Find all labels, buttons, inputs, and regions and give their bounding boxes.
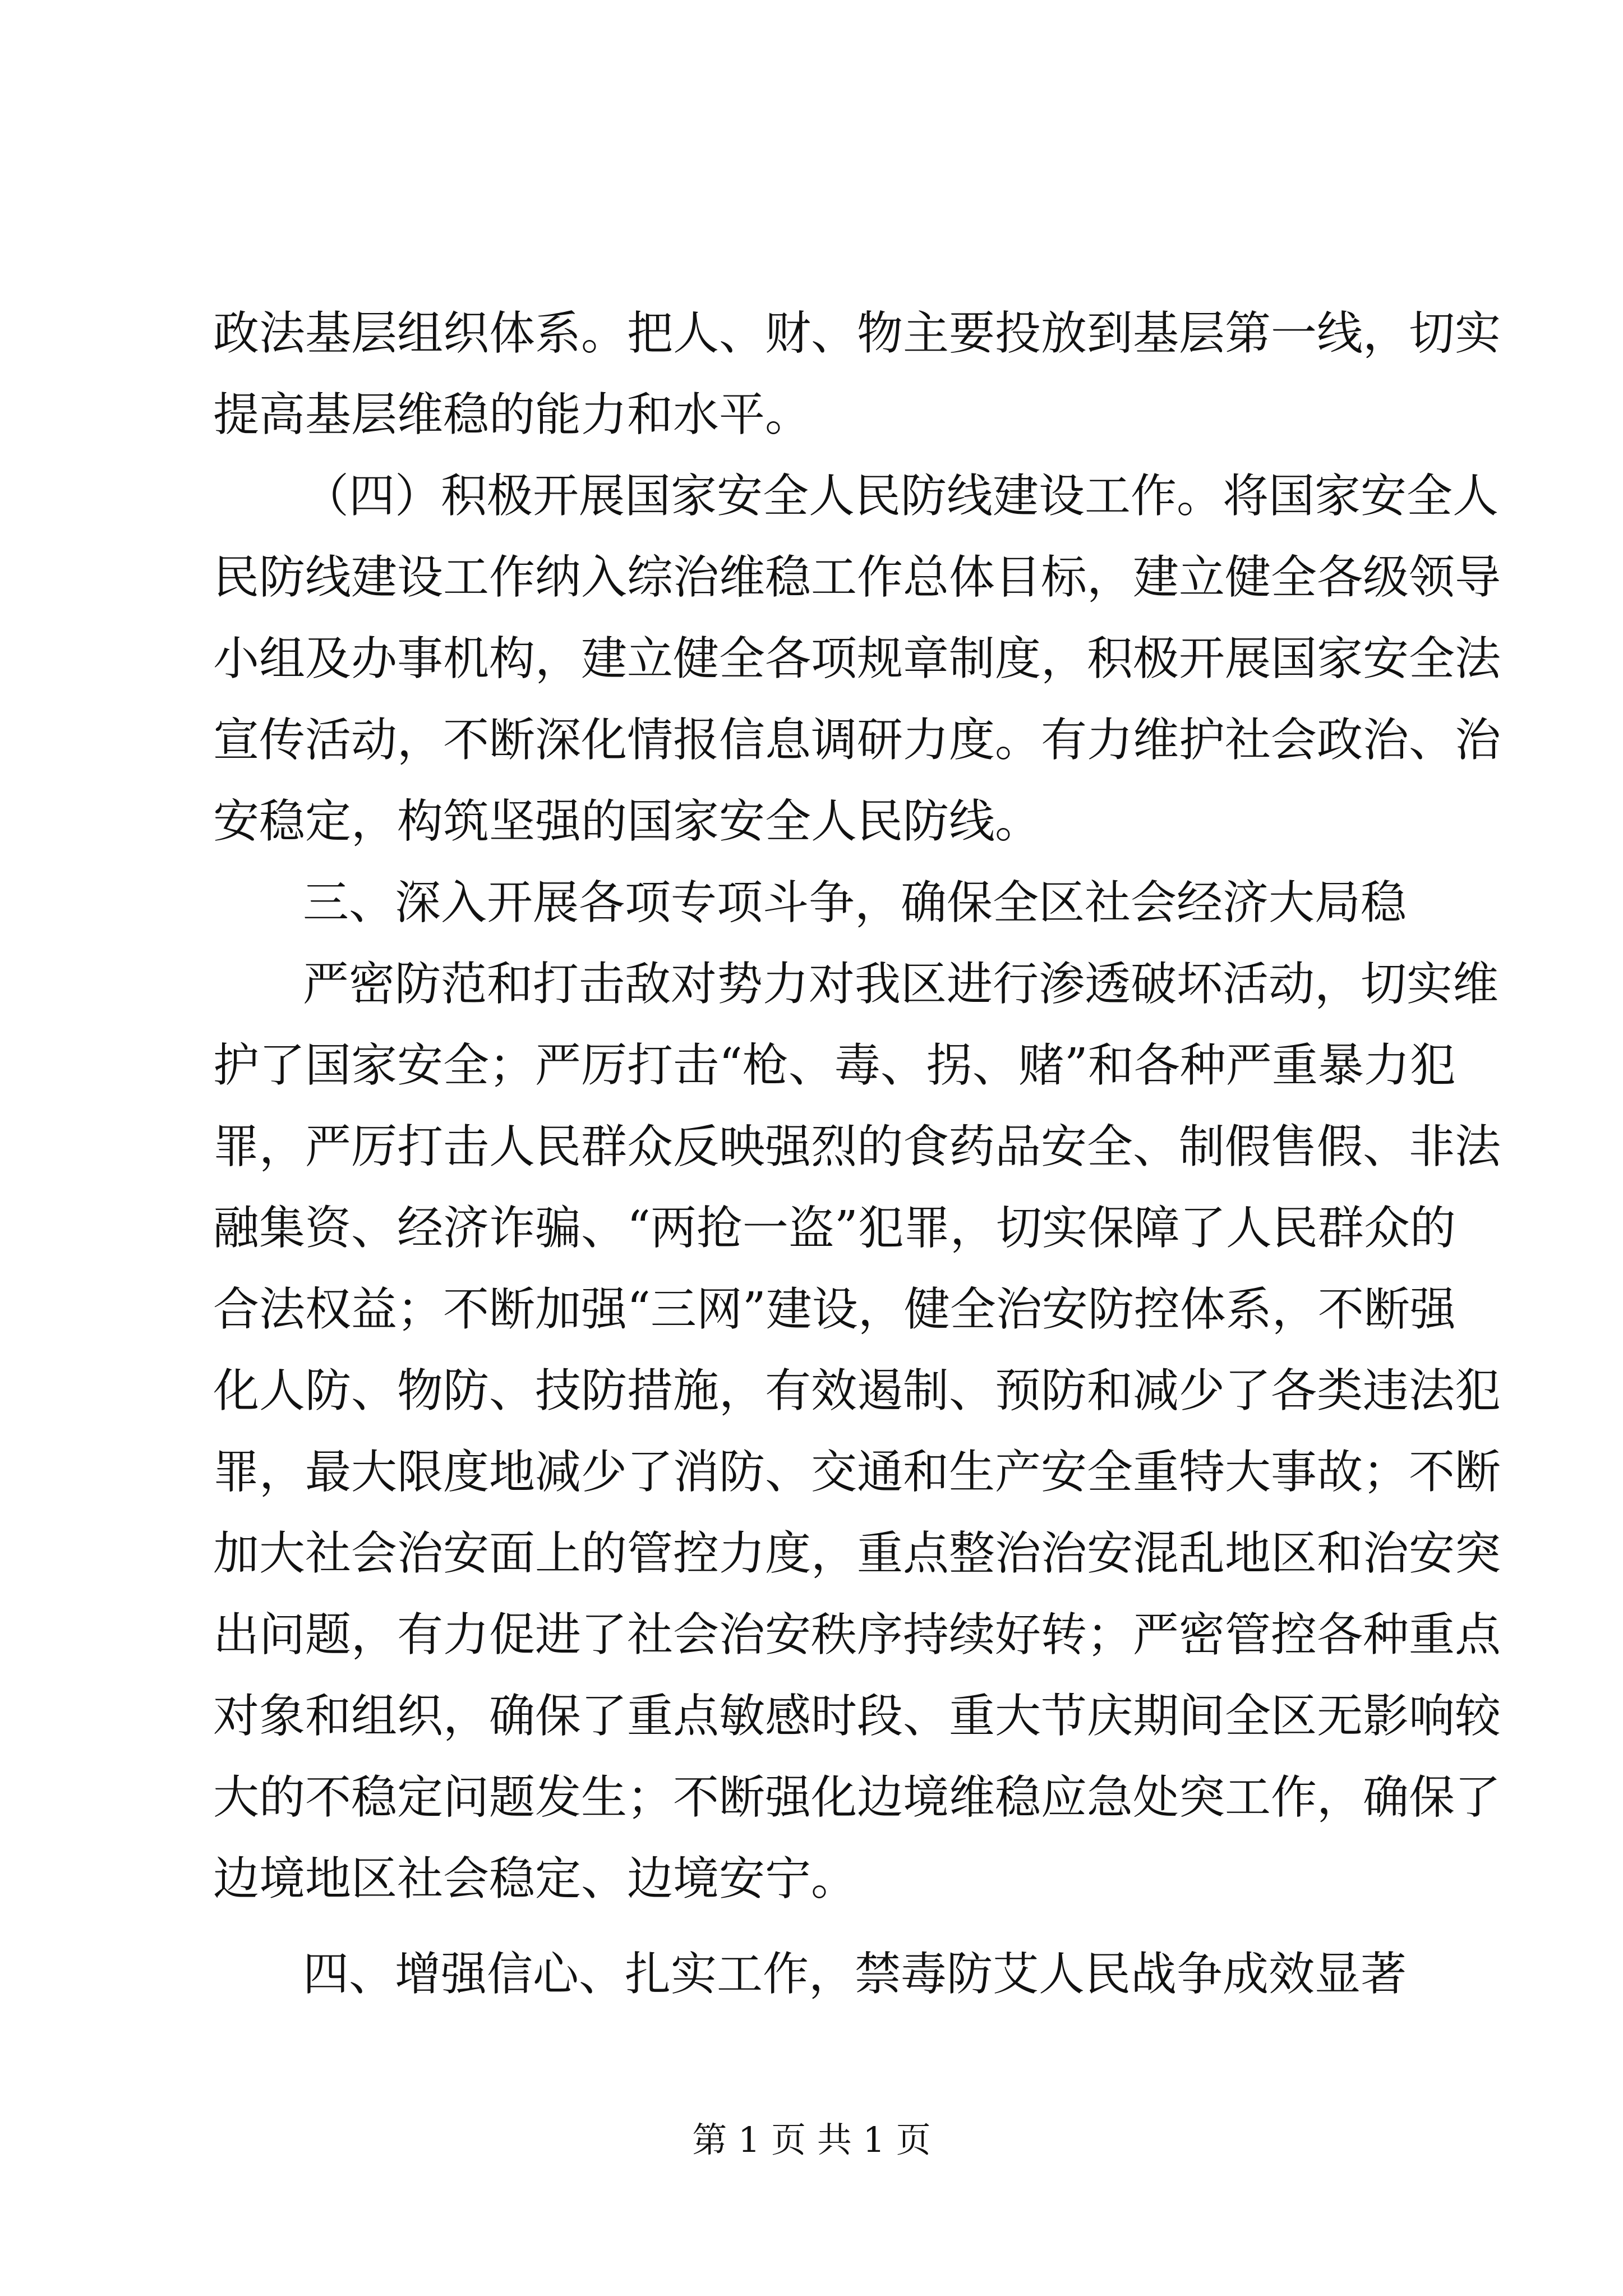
paragraph-line: 民防线建设工作纳入综治维稳工作总体目标，建立健全各级领导 <box>213 551 1501 604</box>
paragraph-line: 小组及办事机构，建立健全各项规章制度，积极开展国家安全法 <box>213 632 1501 685</box>
page-number-footer: 第 1 页 共 1 页 <box>692 2119 931 2160</box>
paragraph-line: 罪，严厉打击人民群众反映强烈的食药品安全、制假售假、非法 <box>213 1120 1501 1174</box>
paragraph-line: 大的不稳定问题发生；不断强化边境维稳应急处突工作，确保了 <box>213 1771 1501 1824</box>
paragraph-line: 合法权益；不断加强“三网”建设，健全治安防控体系，不断强 <box>213 1283 1456 1336</box>
paragraph-line: 化人防、物防、技防措施，有效遏制、预防和减少了各类违法犯 <box>213 1364 1501 1418</box>
paragraph-line: 宣传活动，不断深化情报信息调研力度。有力维护社会政治、治 <box>213 714 1501 767</box>
paragraph-line: 安稳定，构筑坚强的国家安全人民防线。 <box>213 795 1041 848</box>
paragraph-line: 融集资、经济诈骗、“两抢一盗”犯罪，切实保障了人民群众的 <box>213 1202 1456 1255</box>
paragraph-line: 提高基层维稳的能力和水平。 <box>213 388 811 441</box>
section-heading: 四、增强信心、扎实工作，禁毒防艾人民战争成效显著 <box>303 1948 1407 2001</box>
section-heading: 三、深入开展各项专项斗争，确保全区社会经济大局稳 <box>303 876 1407 930</box>
section-heading: （四）积极开展国家安全人民防线建设工作。将国家安全人 <box>303 470 1499 523</box>
paragraph-line: 政法基层组织体系。把人、财、物主要投放到基层第一线，切实 <box>213 307 1501 360</box>
paragraph-line: 护了国家安全；严厉打击“枪、毒、拐、赌”和各种严重暴力犯 <box>213 1039 1456 1092</box>
paragraph-line: 对象和组织，确保了重点敏感时段、重大节庆期间全区无影响较 <box>213 1690 1501 1743</box>
paragraph-line: 加大社会治安面上的管控力度，重点整治治安混乱地区和治安突 <box>213 1527 1501 1580</box>
paragraph-line: 严密防范和打击敌对势力对我区进行渗透破坏活动，切实维 <box>303 958 1499 1011</box>
paragraph-line: 罪，最大限度地减少了消防、交通和生产安全重特大事故；不断 <box>213 1446 1501 1499</box>
paragraph-line: 边境地区社会稳定、边境安宁。 <box>213 1852 857 1906</box>
paragraph-line: 出问题，有力促进了社会治安秩序持续好转；严密管控各种重点 <box>213 1608 1501 1662</box>
